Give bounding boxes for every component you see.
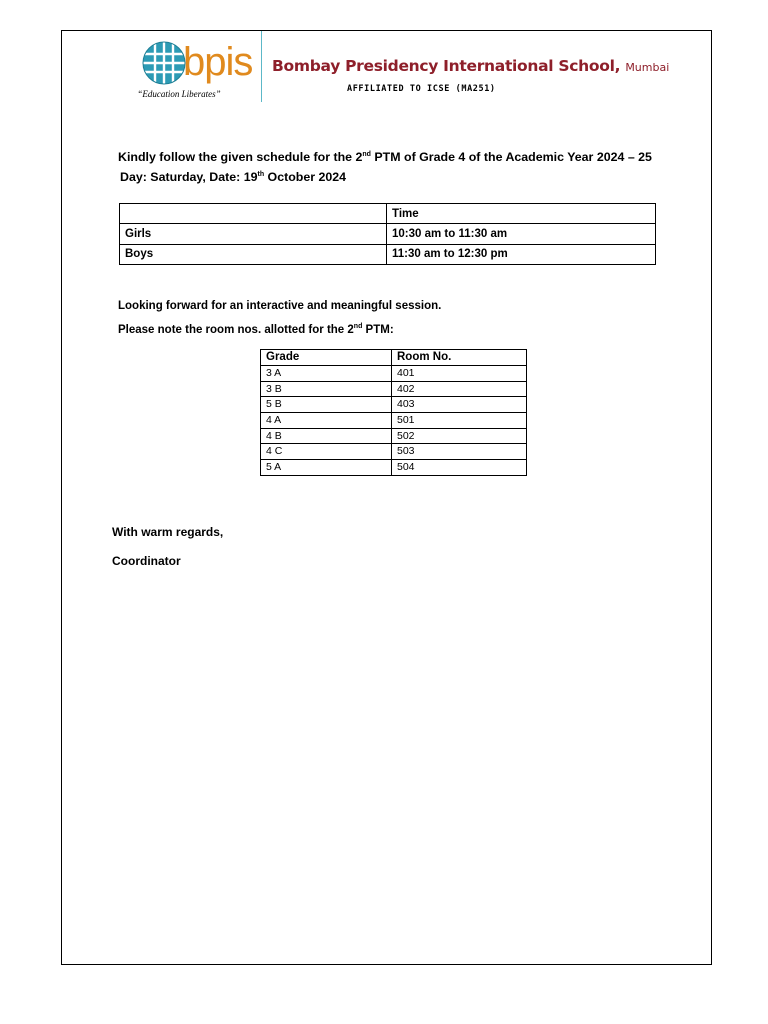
room-row <box>261 460 527 476</box>
header-divider <box>261 31 262 102</box>
grade-cell: 5 B <box>261 397 392 413</box>
room-row <box>261 366 527 382</box>
intro-line-1-b: PTM of Grade 4 of the Academic Year 2024 – 25 <box>370 150 652 164</box>
room-row <box>261 413 527 429</box>
room-row <box>261 444 527 460</box>
room-header-row <box>261 350 527 366</box>
room-cell: 402 <box>392 381 527 397</box>
schedule-row <box>120 224 656 244</box>
room-cell: 502 <box>392 428 527 444</box>
closing-signature: Coordinator <box>112 554 181 568</box>
looking-forward-text: Looking forward for an interactive and meaningful session. <box>118 300 442 312</box>
schedule-header-row <box>120 204 656 224</box>
schedule-row <box>120 244 656 264</box>
logo-text: bpis <box>183 40 253 84</box>
grade-cell: 4 C <box>261 444 392 460</box>
schedule-header-cell <box>120 204 387 224</box>
grade-cell: 4 A <box>261 413 392 429</box>
room-table <box>260 349 527 476</box>
grade-cell: 3 A <box>261 366 392 382</box>
intro-line-2-a: Day: Saturday, Date: 19 <box>120 170 258 184</box>
room-cell: 501 <box>392 413 527 429</box>
intro-line-2 <box>120 170 346 184</box>
grade-cell: 3 B <box>261 381 392 397</box>
room-cell: 401 <box>392 366 527 382</box>
room-note-b: PTM: <box>362 324 394 336</box>
room-header-cell: Room No. <box>392 350 527 366</box>
intro-line-1 <box>118 150 652 164</box>
affiliation-text: AFFILIATED TO ICSE (MA251) <box>347 84 496 94</box>
room-note-sup: nd <box>353 323 363 330</box>
room-header-cell: Grade <box>261 350 392 366</box>
school-tagline: “Education Liberates” <box>137 89 221 99</box>
intro-line-2-sup: th <box>257 171 265 178</box>
room-row <box>261 428 527 444</box>
document-page <box>61 30 712 965</box>
grade-cell: 5 A <box>261 460 392 476</box>
room-cell: 503 <box>392 444 527 460</box>
schedule-time-cell: 11:30 am to 12:30 pm <box>387 244 656 264</box>
room-cell: 504 <box>392 460 527 476</box>
schedule-header-cell: Time <box>387 204 656 224</box>
grade-cell: 4 B <box>261 428 392 444</box>
school-name-text: Bombay Presidency International School, <box>272 57 621 75</box>
room-note-a: Please note the room nos. allotted for the 2 <box>118 324 354 336</box>
schedule-group-cell: Girls <box>120 224 387 244</box>
schedule-group-cell: Boys <box>120 244 387 264</box>
intro-line-2-b: October 2024 <box>264 170 347 184</box>
closing-regards: With warm regards, <box>112 525 224 539</box>
school-city: Mumbai <box>625 61 670 74</box>
room-row <box>261 381 527 397</box>
intro-line-1-sup: nd <box>362 151 371 158</box>
schedule-table <box>119 203 656 265</box>
room-note <box>118 324 394 336</box>
room-row <box>261 397 527 413</box>
intro-line-1-a: Kindly follow the given schedule for the 2 <box>118 150 363 164</box>
schedule-time-cell: 10:30 am to 11:30 am <box>387 224 656 244</box>
school-name <box>272 57 669 75</box>
room-cell: 403 <box>392 397 527 413</box>
